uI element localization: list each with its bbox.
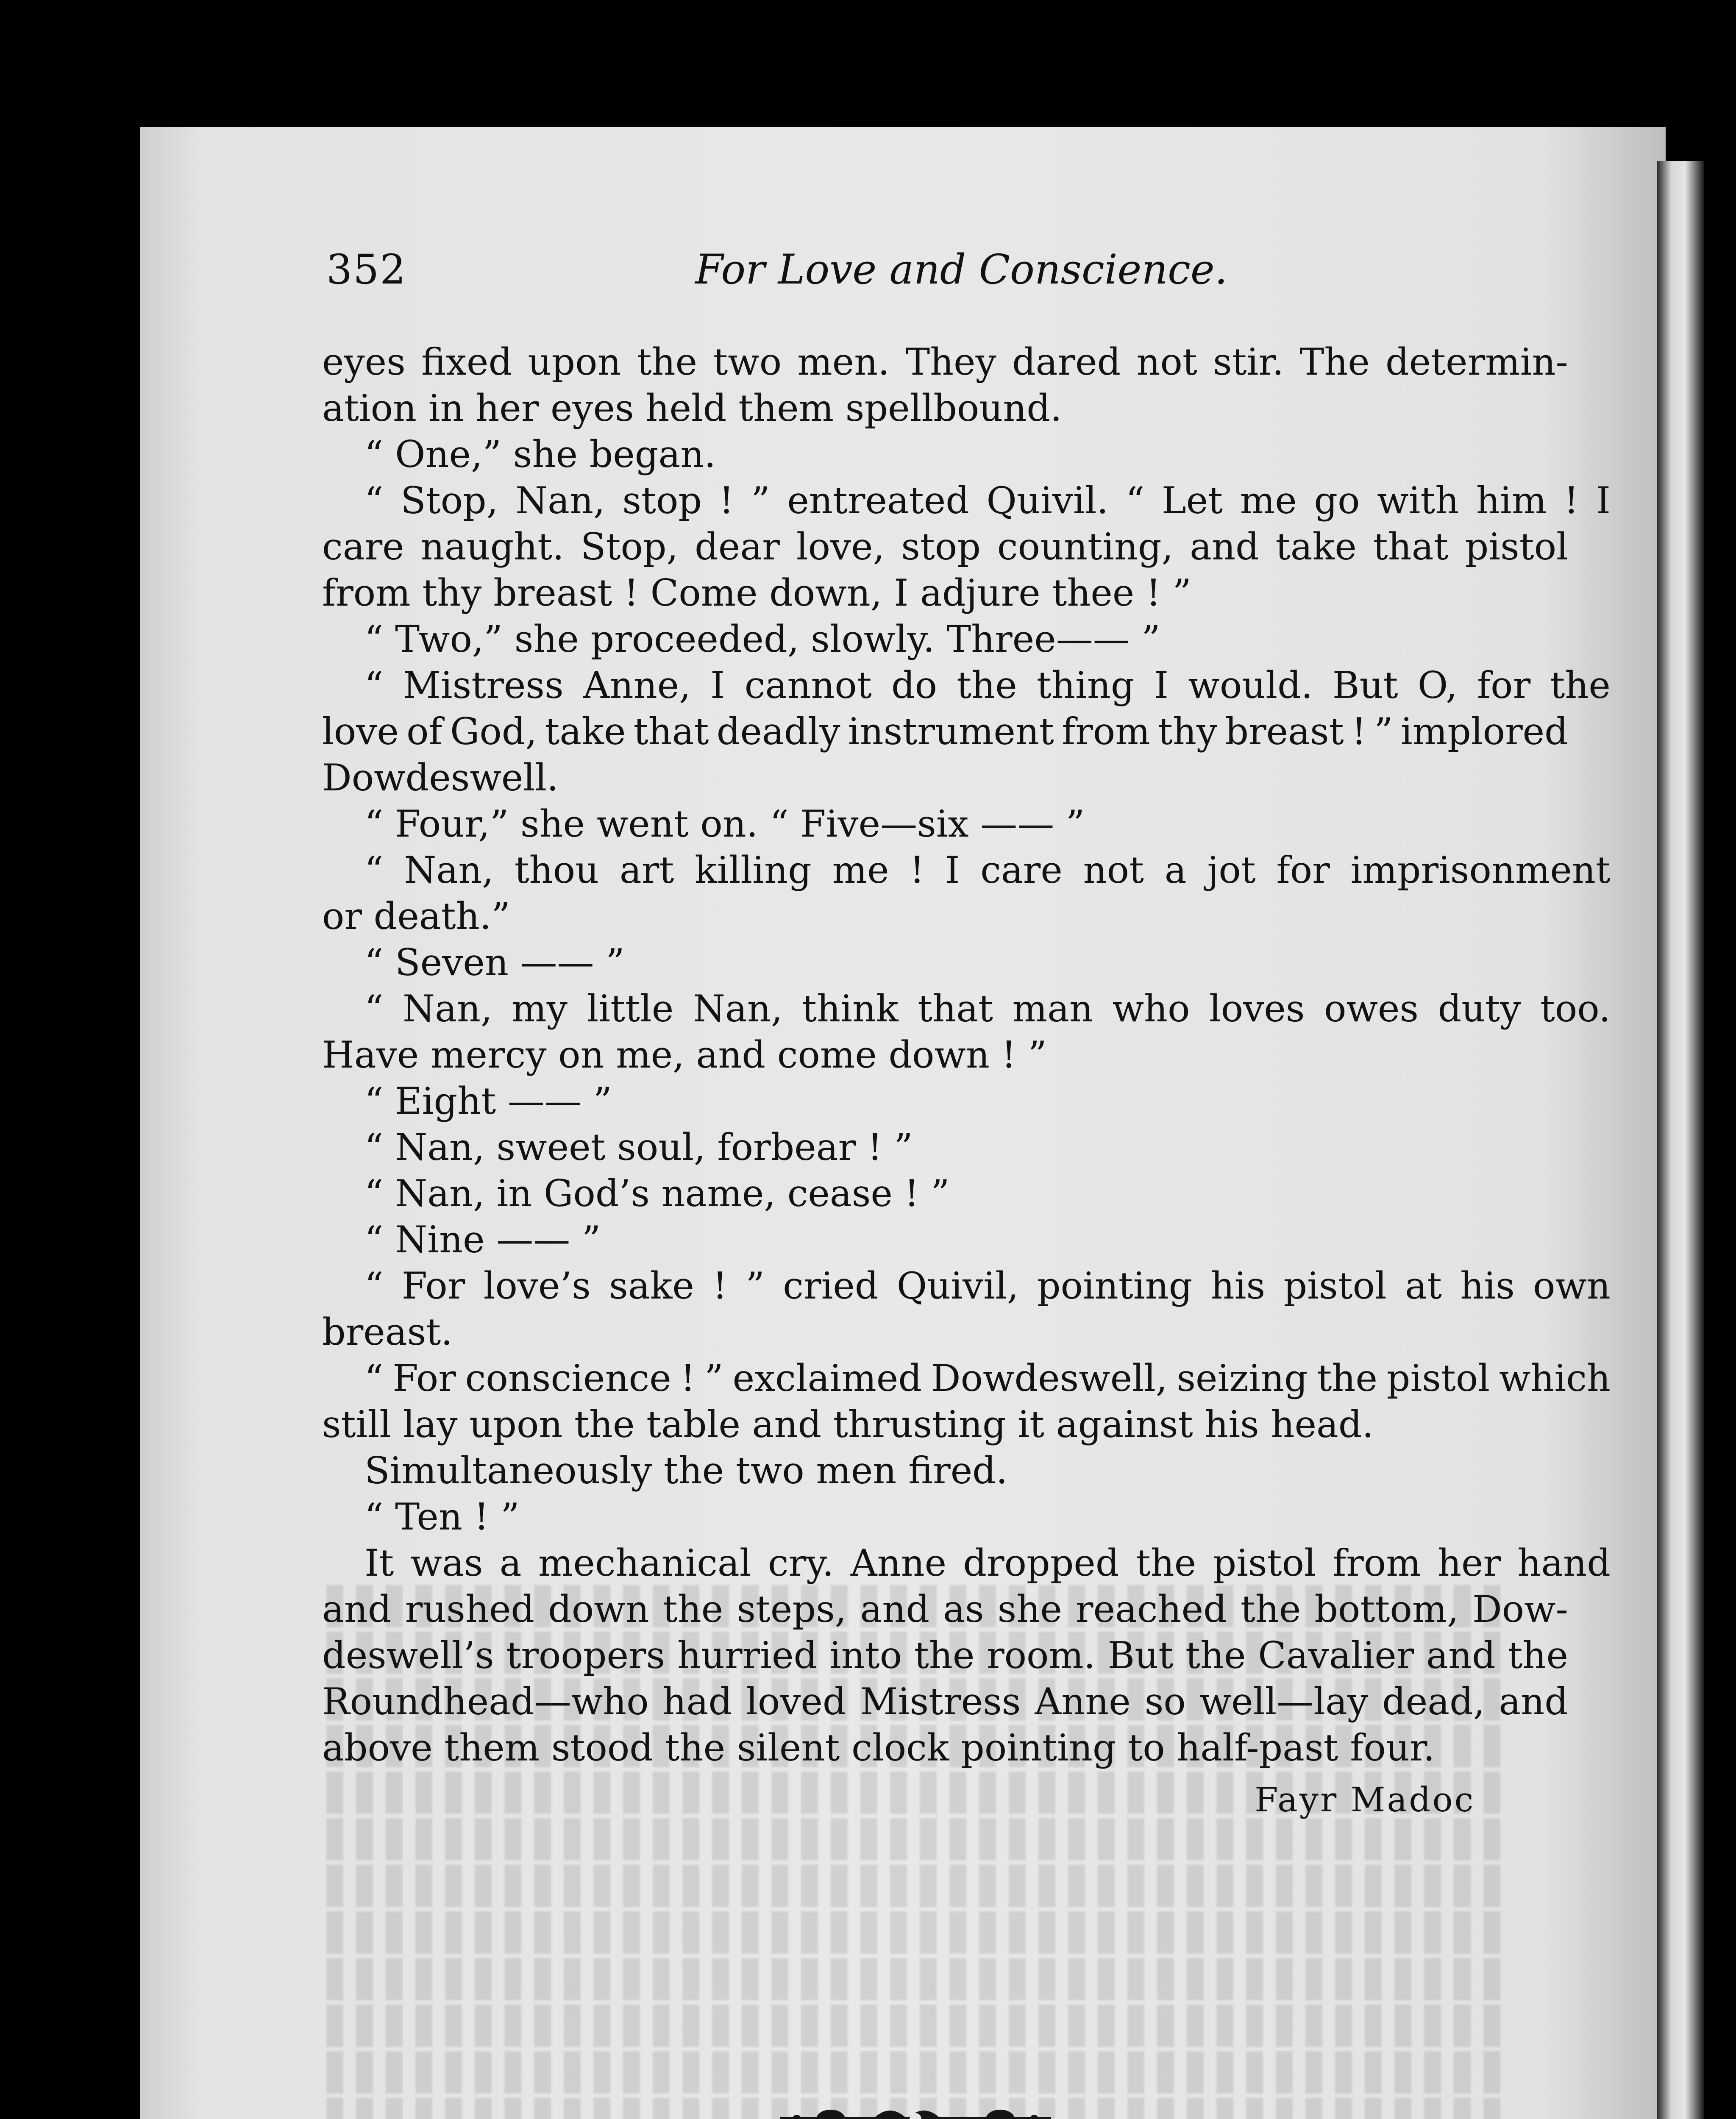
text-line: “ Nan, in God’s name, cease ! ”: [364, 1172, 950, 1215]
text-line: “ Stop, Nan, stop ! ” entreated Quivil. “ Let me go with him ! I: [364, 479, 1611, 522]
text-line: “ Nan, my little Nan, think that man who loves owes duty too.: [364, 987, 1611, 1030]
body-text: [322, 339, 1611, 1771]
text-line: above them stood the silent clock pointing to half-past four.: [322, 1726, 1435, 1769]
text-line: “ Nine —— ”: [364, 1218, 601, 1261]
running-title: For Love and Conscience.: [695, 246, 1228, 293]
text-line: love of God, take that deadly instrument from thy breast ! ” implored: [322, 710, 1568, 753]
text-line: Have mercy on me, and come down ! ”: [322, 1033, 1047, 1076]
text-line: “ Nan, sweet soul, forbear ! ”: [364, 1126, 913, 1169]
book-spine-edge: [1657, 161, 1704, 2119]
text-line: Dowdeswell.: [322, 756, 559, 799]
text-line: and rushed down the steps, and as she reached the bottom, Dow-: [322, 1588, 1568, 1631]
text-line: “ Seven —— ”: [364, 941, 625, 984]
text-line: deswell’s troopers hurried into the room. But the Cavalier and the: [322, 1634, 1568, 1677]
author-signature: Fayr Madoc: [1255, 1780, 1475, 1819]
text-line: Simultaneously the two men fired.: [364, 1449, 1008, 1492]
text-line: eyes fixed upon the two men. They dared not stir. The determin-: [322, 340, 1568, 384]
text-line: “ Four,” she went on. “ Five—six —— ”: [364, 802, 1085, 845]
ornament-divider: [780, 2102, 1051, 2119]
text-line: “ Eight —— ”: [364, 1079, 612, 1123]
text-line: from thy breast ! Come down, I adjure thee ! ”: [322, 571, 1192, 615]
text-line: “ Two,” she proceeded, slowly. Three—— ”: [364, 617, 1160, 661]
text-line: ation in her eyes held them spellbound.: [322, 387, 1062, 430]
page-number: 352: [326, 246, 407, 293]
text-line: “ Mistress Anne, I cannot do the thing I would. But O, for the: [364, 664, 1611, 707]
text-line: breast.: [322, 1310, 453, 1354]
text-line: “ One,” she began.: [364, 433, 716, 476]
text-line: or death.”: [322, 895, 510, 938]
text-line: It was a mechanical cry. Anne dropped the pistol from her hand: [364, 1541, 1611, 1585]
text-line: “ For love’s sake ! ” cried Quivil, pointing his pistol at his own: [364, 1264, 1611, 1307]
text-line: “ For conscience ! ” exclaimed Dowdeswell, seizing the pistol which: [364, 1357, 1611, 1400]
text-line: still lay upon the table and thrusting it against his head.: [322, 1403, 1374, 1446]
page-header: [326, 237, 1228, 293]
text-line: “ Nan, thou art killing me ! I care not a jot for imprisonment: [364, 848, 1611, 892]
text-line: “ Ten ! ”: [364, 1495, 520, 1538]
text-line: Roundhead—who had loved Mistress Anne so well—lay dead, and: [322, 1680, 1568, 1723]
text-line: care naught. Stop, dear love, stop counting, and take that pistol: [322, 525, 1568, 568]
